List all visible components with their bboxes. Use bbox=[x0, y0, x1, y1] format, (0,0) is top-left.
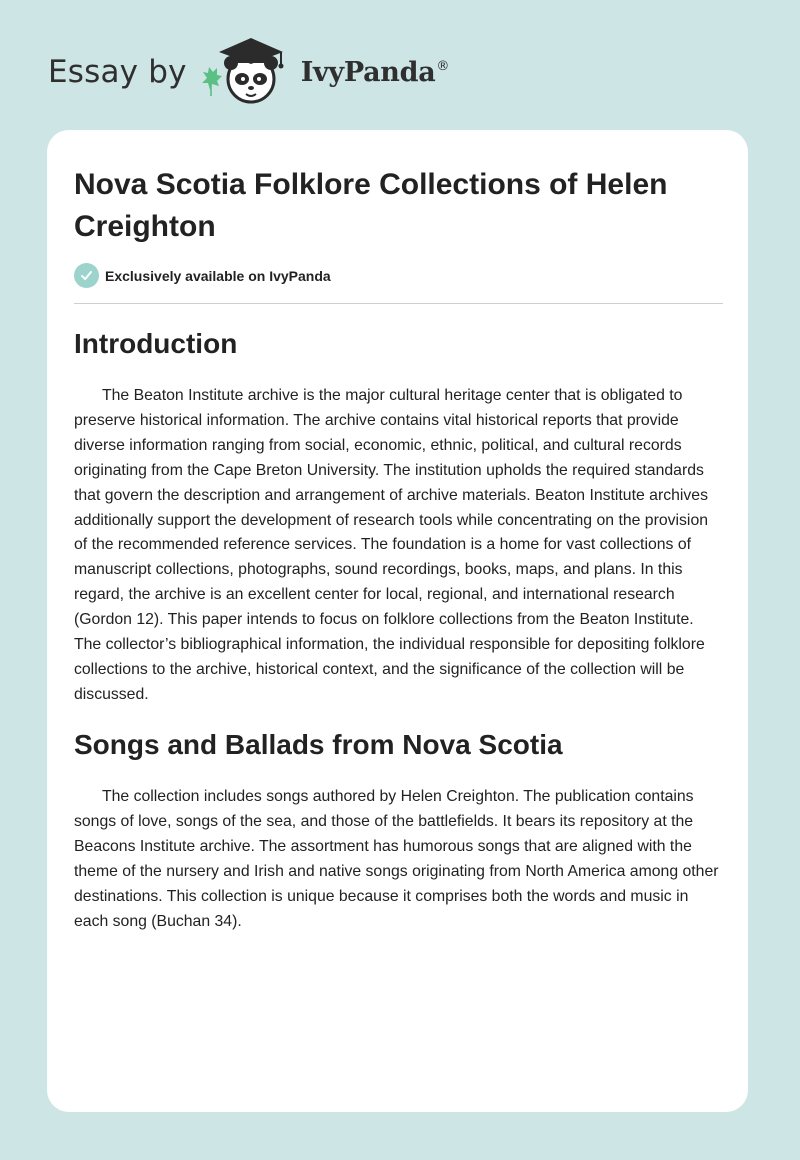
ivypanda-logo-icon bbox=[201, 34, 297, 110]
section-paragraph: The collection includes songs authored by Helen Creighton. The publication contains songs of love, songs of the sea, and those of the battlefields. It bears its repository at the Beacons Institute archive. The assortment has humorous songs that are aligned with the theme of the nursery and Irish and native songs originating from North America among other destinations. This collection is unique because it comprises both the words and music in each song (Buchan 34). bbox=[74, 788, 719, 930]
registered-mark: ® bbox=[436, 58, 450, 74]
brand-prefix: Essay by bbox=[48, 54, 187, 90]
divider bbox=[74, 303, 723, 304]
section-heading: Songs and Ballads from Nova Scotia bbox=[74, 729, 563, 760]
section-songs-and-ballads bbox=[74, 727, 724, 934]
brand-name: IvyPanda bbox=[300, 56, 436, 88]
section-paragraph: The Beaton Institute archive is the major cultural heritage center that is obligated to preserve historical information. The archive contains vital historical reports that provide diverse information ranging from social, economic, ethnic, political, and cultural records originating from the Cape Breton University. The institution upholds the required standards that govern the description and arrangement of archive materials. Beaton Institute archives additionally support the development of research tools while concentrating on the provision of the recommended reference services. The foundation is a home for vast collections of manuscript collections, photographs, sound recordings, books, maps, and plans. In this regard, the archive is an excellent center for local, regional, and international research (Gordon 12). This paper intends to focus on folklore collections from the Beaton Institute. The collector’s bibliographical information, the individual responsible for depositing folklore collections to the archive, historical context, and the significance of the collection will be discussed. bbox=[74, 387, 709, 703]
site-brand[interactable] bbox=[48, 34, 449, 110]
check-icon bbox=[74, 263, 99, 288]
page-title: Nova Scotia Folklore Collections of Helen Creighton bbox=[74, 168, 668, 243]
ivy-leaf-icon bbox=[202, 67, 222, 96]
essay-card bbox=[47, 130, 748, 1112]
section-introduction bbox=[74, 326, 724, 708]
section-heading: Introduction bbox=[74, 328, 238, 359]
exclusive-label: Exclusively available on IvyPanda bbox=[105, 267, 331, 284]
exclusive-badge bbox=[74, 263, 331, 288]
